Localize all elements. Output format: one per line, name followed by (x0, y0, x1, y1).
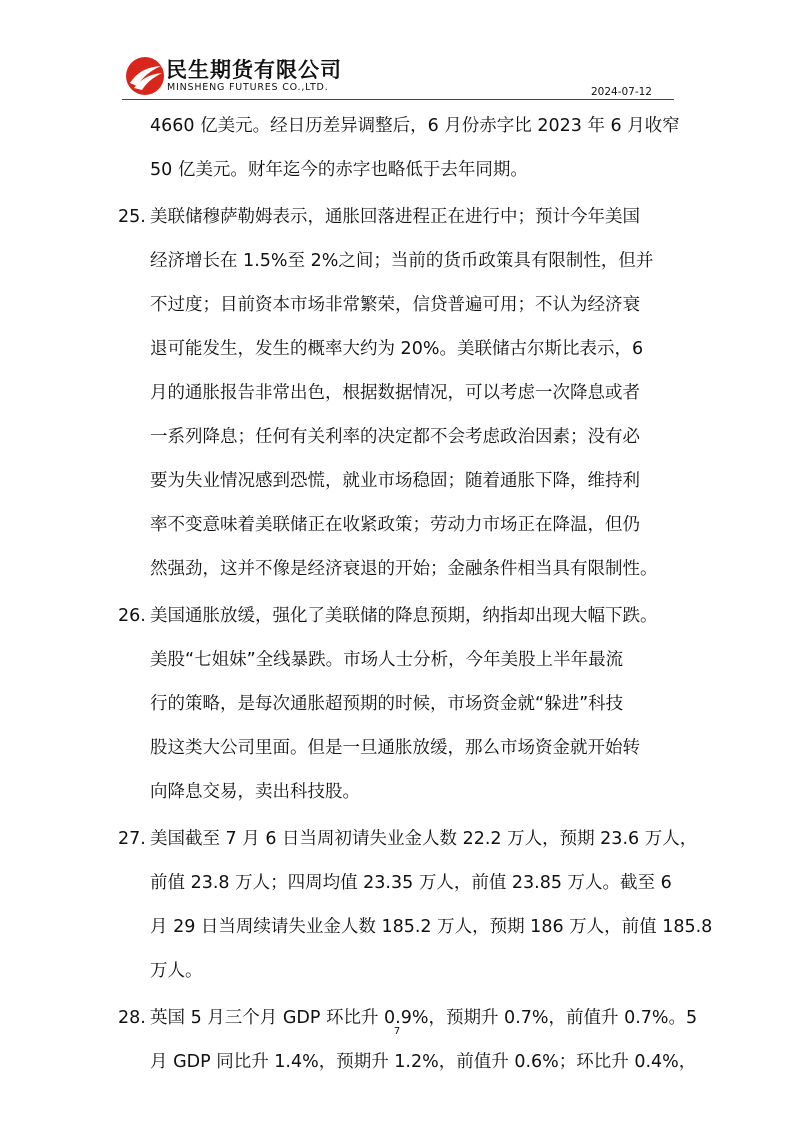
header-divider (122, 99, 674, 100)
text-line: 26. 美国通胀放缓，强化了美联储的降息预期，纳指却出现大幅下跌。 (118, 594, 678, 638)
list-item-28 (118, 996, 698, 1084)
report-date: 2024-07-12 (590, 86, 652, 98)
company-name-cn: 民生期货有限公司 (166, 58, 342, 82)
text-line: 万人。 (150, 961, 203, 981)
text-line: 要为失业情况感到恐慌，就业市场稳固；随着通胀下降，维持利 (150, 471, 640, 491)
text-line: 一系列降息；任何有关利率的决定都不会考虑政治因素；没有必 (150, 427, 640, 447)
company-name-en: MINSHENG FUTURES CO.,LTD. (167, 82, 329, 93)
text-line: 率不变意味着美联储正在收紧政策；劳动力市场正在降温，但仍 (150, 515, 640, 535)
text-line: 不过度；目前资本市场非常繁荣，信贷普遍可用；不认为经济衰 (150, 295, 640, 315)
text-line: 美股“七姐妹”全线暴跌。市场人士分析，今年美股上半年最流 (150, 650, 624, 670)
list-number: 27. (118, 829, 146, 849)
page-header (122, 52, 674, 102)
text-line: 股这类大公司里面。但是一旦通胀放缓，那么市场资金就开始转 (150, 738, 640, 758)
text-line: 退可能发生，发生的概率大约为 20%。美联储古尔斯比表示，6 (150, 339, 644, 359)
list-number: 26. (118, 606, 146, 626)
text-line: 前值 23.8 万人；四周均值 23.35 万人，前值 23.85 万人。截至 6 (150, 873, 672, 893)
text-line: 月 29 日当周续请失业金人数 185.2 万人，预期 186 万人，前值 185.8 (150, 917, 713, 937)
list-item-26 (118, 594, 678, 814)
list-item-27 (118, 817, 713, 993)
text-line: 经济增长在 1.5%至 2%之间；当前的货币政策具有限制性，但并 (150, 251, 654, 271)
list-number: 25. (118, 207, 146, 227)
text-line: 行的策略，是每次通胀超预期的时候，市场资金就“躲进”科技 (150, 694, 624, 714)
text-line: 向降息交易，卖出科技股。 (150, 782, 360, 802)
text-line: 50 亿美元。财年迄今的赤字也略低于去年同期。 (150, 160, 528, 180)
continued-paragraph (118, 104, 678, 192)
list-item-25 (118, 195, 678, 591)
text-line: 27. 美国截至 7 月 6 日当周初请失业金人数 22.2 万人，预期 23.6 万人， (118, 817, 678, 861)
text-line: 月 GDP 同比升 1.4%，预期升 1.2%，前值升 0.6%；环比升 0.4%， (150, 1052, 697, 1072)
minsheng-logo-icon (125, 56, 165, 96)
document-body (118, 104, 713, 1084)
text-line: 25. 美联储穆萨勒姆表示，通胀回落进程正在进行中；预计今年美国 (118, 195, 678, 239)
text-line: 28. 英国 5 月三个月 GDP 环比升 0.9%，预期升 0.7%，前值升 0.7%。5 (118, 996, 678, 1040)
list-number: 28. (118, 1008, 146, 1028)
text-line: 月的通胀报告非常出色，根据数据情况，可以考虑一次降息或者 (150, 383, 640, 403)
page-number: 7 (393, 1026, 401, 1037)
text-line: 4660 亿美元。经日历差异调整后，6 月份赤字比 2023 年 6 月收窄 (150, 116, 680, 136)
text-line: 然强劲，这并不像是经济衰退的开始；金融条件相当具有限制性。 (150, 559, 658, 579)
